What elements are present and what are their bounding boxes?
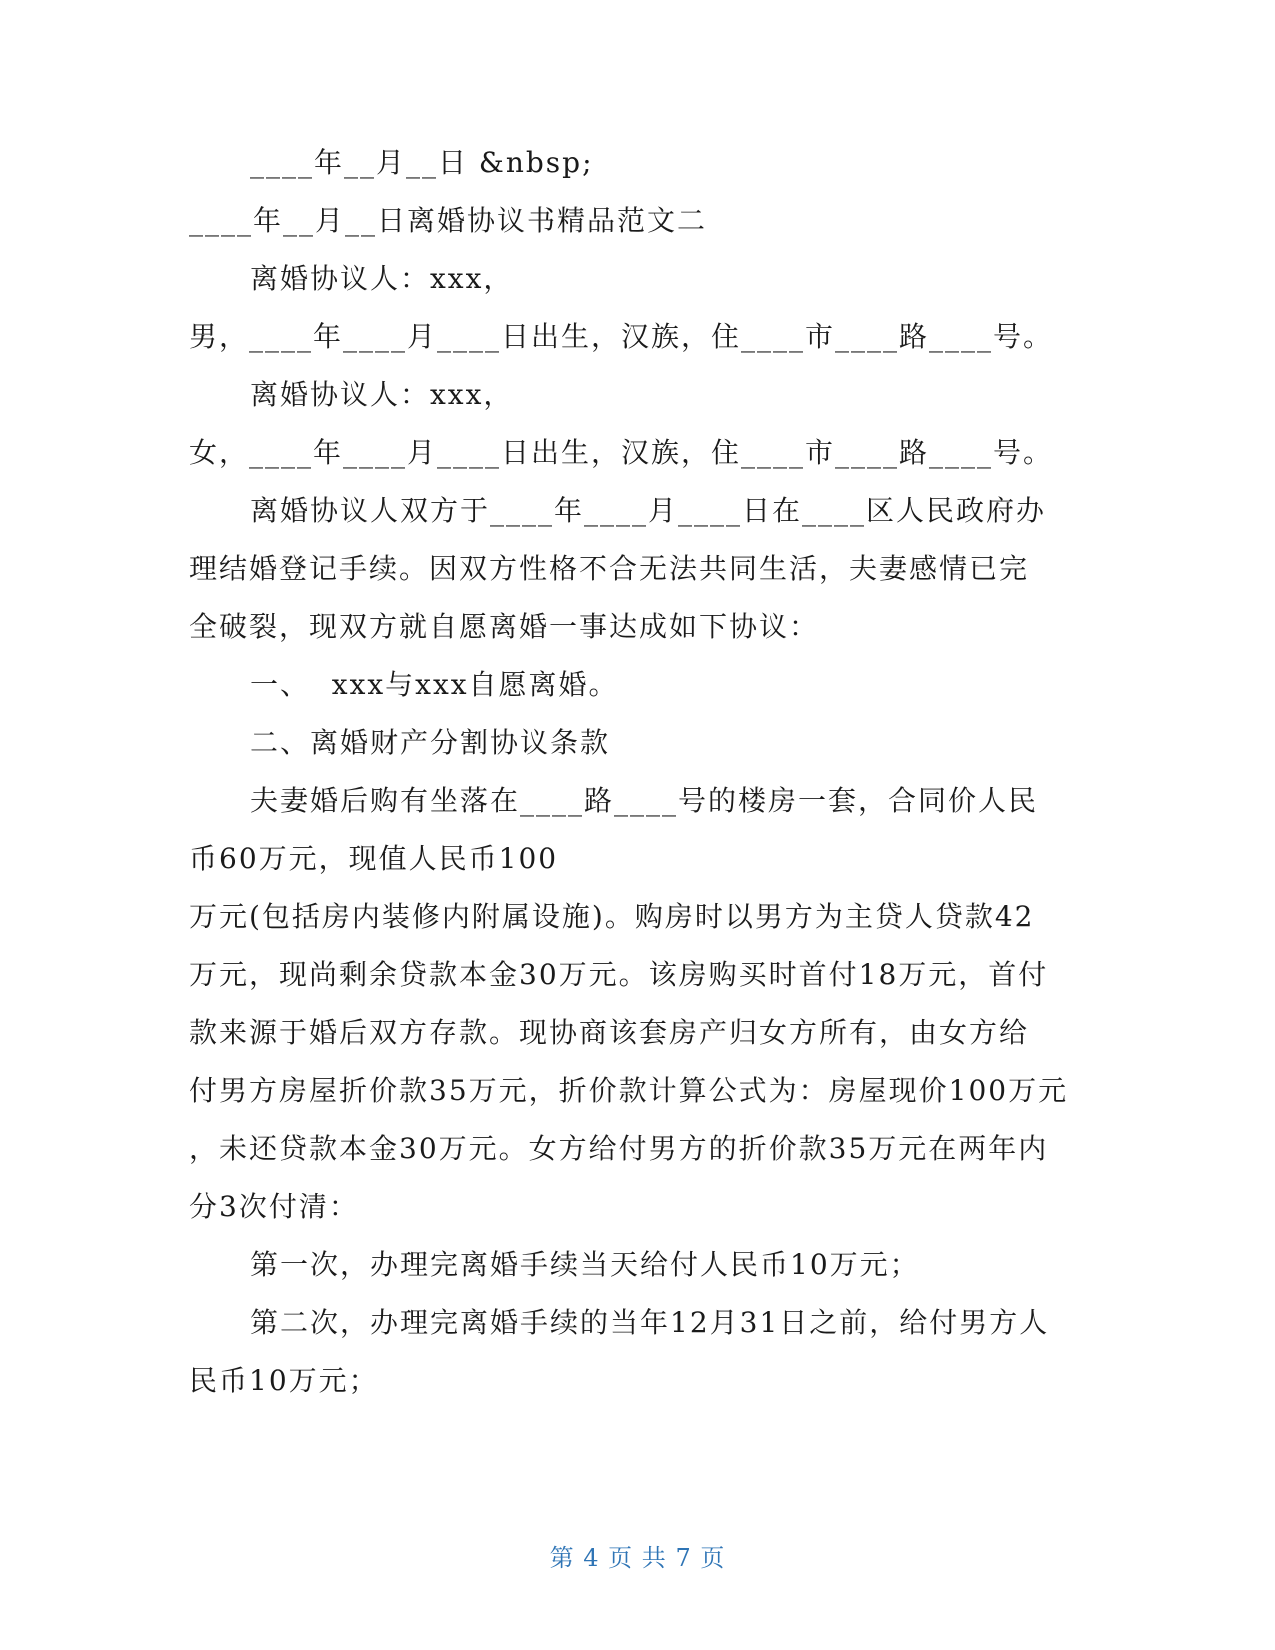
text-line: 离婚协议人：xxx， — [250, 378, 514, 411]
text-line: 离婚协议人双方于____年____月____日在____区人民政府办 — [250, 494, 1047, 527]
section-title: ____年__月__日离婚协议书精品范文二 — [189, 204, 708, 237]
text-line: 全破裂，现双方就自愿离婚一事达成如下协议： — [189, 610, 820, 643]
clause-heading: 二、离婚财产分割协议条款 — [250, 726, 611, 759]
date-line: ____年__月__日 &nbsp; — [250, 146, 594, 179]
text-line: 币60万元，现值人民币100 — [189, 842, 559, 875]
text-line: 万元，现尚剩余贷款本金30万元。该房购买时首付18万元，首付 — [189, 958, 1049, 991]
text-line: 第二次，办理完离婚手续的当年12月31日之前，给付男方人 — [250, 1306, 1050, 1339]
text-line: 万元(包括房内装修内附属设施)。购房时以男方为主贷人贷款42 — [189, 900, 1035, 933]
page-number-footer: 第 4 页 共 7 页 — [549, 1544, 726, 1572]
text-line: 理结婚登记手续。因双方性格不合无法共同生活，夫妻感情已完 — [189, 552, 1030, 585]
text-line: 离婚协议人：xxx， — [250, 262, 514, 295]
text-line: 民币10万元； — [189, 1364, 379, 1397]
text-line: 女，____年____月____日出生，汉族，住____市____路____号。 — [189, 436, 1054, 469]
text-line: 分3次付清： — [189, 1190, 359, 1223]
clause-heading: 一、 xxx与xxx自愿离婚。 — [250, 668, 619, 701]
text-line: 款来源于婚后双方存款。现协商该套房产归女方所有，由女方给 — [189, 1016, 1030, 1049]
text-line: 第一次，办理完离婚手续当天给付人民币10万元； — [250, 1248, 920, 1281]
text-line: 夫妻婚后购有坐落在____路____号的楼房一套，合同价人民 — [250, 784, 1039, 817]
text-line: 付男方房屋折价款35万元，折价款计算公式为：房屋现价100万元 — [189, 1074, 1069, 1107]
text-line: ，未还贷款本金30万元。女方给付男方的折价款35万元在两年内 — [189, 1132, 1049, 1165]
text-line: 男，____年____月____日出生，汉族，住____市____路____号。 — [189, 320, 1054, 353]
